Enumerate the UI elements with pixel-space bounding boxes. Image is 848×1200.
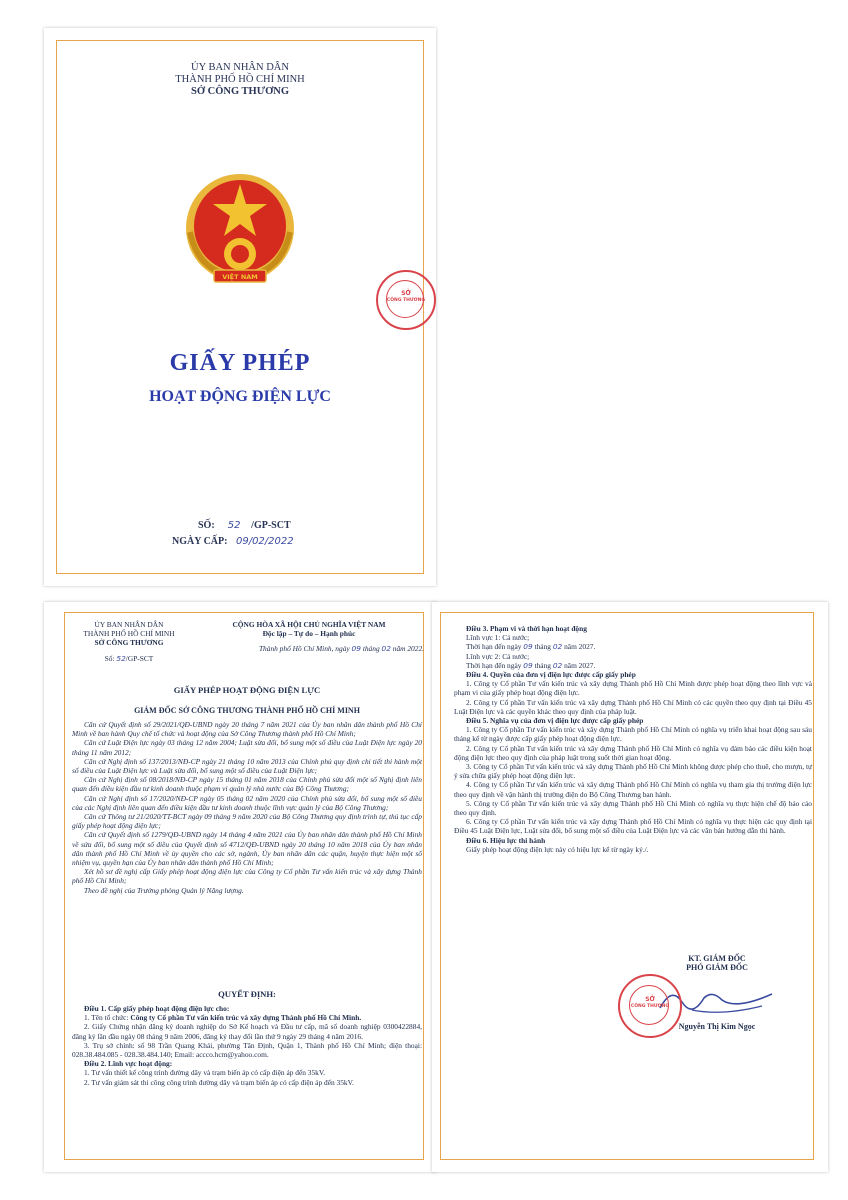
art5-item: 2. Công ty Cổ phần Tư vấn kiến trúc và xây dựng Thành phố Hồ Chí Minh có nghĩa vụ đảm bảo các điều kiện hoạt động điện lực theo quy định của pháp luật trong suốt thời gian hoạt động. xyxy=(454,743,812,762)
p2-nation-line1: CỘNG HÒA XÃ HỘI CHỦ NGHĨA VIỆT NAM xyxy=(232,620,386,629)
art5-item: 1. Công ty Cổ phần Tư vấn kiến trúc và xây dựng Thành phố Hồ Chí Minh có nghĩa vụ triển khai hoạt động sau sáu tháng kể từ ngày được cấp giấy phép hoạt động điện lực. xyxy=(454,725,812,744)
preamble-item: Căn cứ Luật Điện lực ngày 03 tháng 12 năm 2004; Luật sửa đổi, bổ sung một số điều của Luật Điện lực ngày 20 tháng 11 năm 2012; xyxy=(72,738,422,757)
preamble-item: Căn cứ Quyết định số 1279/QĐ-UBND ngày 14 tháng 4 năm 2021 của Ủy ban nhân dân thành phố Hồ Chí Minh về sửa đổi, bổ sung một số điều của Quyết định số 4712/QĐ-UBND ngày 20 tháng 10 năm 2018 của Ủy ban nhân dân thành phố Hồ Chí Minh về ủy quyền cho các sở, ngành, Ủy ban nhân dân các quận, huyện thực hiện một số nhiệm vụ, quyền hạn của Ủy ban nhân dân thành phố Hồ Chí Minh; xyxy=(72,830,422,868)
signer-name: Nguyễn Thị Kim Ngọc xyxy=(678,1022,756,1031)
p2-doc-number: Số: 52/GP-SCT xyxy=(104,653,154,663)
p2-org-line1: ỦY BAN NHÂN DÂN xyxy=(94,620,164,629)
art1-org: 1. Tên tổ chức: Công ty Cổ phần Tư vấn kiến trúc và xây dựng Thành phố Hồ Chí Minh. xyxy=(84,1013,362,1023)
cover-issue-date-value: 09/02/2022 xyxy=(235,536,294,547)
art6-text: Giấy phép hoạt động điện lực này có hiệu lực kể từ ngày ký./. xyxy=(466,844,649,854)
cover-org-line3: SỞ CÔNG THƯƠNG xyxy=(190,86,289,97)
art3-title: Điều 3. Phạm vi và thời hạn hoạt động xyxy=(466,624,587,633)
p2-articles xyxy=(72,1004,422,1087)
p2-org-block xyxy=(70,620,188,663)
art1-title: Điều 1. Cấp giấy phép hoạt động điện lực cho: xyxy=(84,1004,230,1013)
art4-title: Điều 4. Quyền của đơn vị điện lực được cấp giấy phép xyxy=(466,670,636,680)
term-2: Thời hạn đến ngày 09 tháng 02 năm 2027. xyxy=(466,660,596,670)
cover-number-label: SỐ: xyxy=(198,520,215,531)
cover-issue-date-label: NGÀY CẤP: xyxy=(172,536,228,547)
p2-org-line2: THÀNH PHỐ HỒ CHÍ MINH xyxy=(83,629,175,639)
art5-item: 5. Công ty Cổ phần Tư vấn kiến trúc và xây dựng Thành phố Hồ Chí Minh có nghĩa vụ thực hiện chế độ báo cáo theo quy định. xyxy=(454,798,812,818)
cover-number-suffix: /GP-SCT xyxy=(251,520,291,531)
scope-2: Lĩnh vực 2: Cả nước; xyxy=(466,651,530,661)
art5-item: 6. Công ty Cổ phần Tư vấn kiến trúc và xây dựng Thành phố Hồ Chí Minh có nghĩa vụ thực hiện các quy định tại Điều 45 Luật Điện lực, Luật sửa đổi, bổ sung một số điều của Luật Điện lực và các văn bản hướng dẫn thi hành. xyxy=(454,817,812,836)
art2-title: Điều 2. Lĩnh vực hoạt động: xyxy=(84,1059,173,1069)
term-1: Thời hạn đến ngày 09 tháng 02 năm 2027. xyxy=(466,642,596,652)
emblem-label: VIỆT NAM xyxy=(222,273,258,281)
preamble-item: Căn cứ Nghị định số 08/2018/NĐ-CP ngày 15 tháng 01 năm 2018 của Chính phủ sửa đổi một số Nghị định liên quan đến điều kiện đầu tư kinh doanh thuộc phạm vi quản lý nhà nước của Bộ Công Thương; xyxy=(72,775,422,794)
p2-org-line3: SỞ CÔNG THƯƠNG xyxy=(94,638,164,648)
cover-page xyxy=(44,28,436,586)
art5-item: 4. Công ty Cổ phần Tư vấn kiến trúc và xây dựng Thành phố Hồ Chí Minh có nghĩa vụ tham gia thị trường điện lực theo quy định về vận hành thị trường điện do Bộ Công Thương ban hành. xyxy=(454,780,812,799)
p2-decision-heading: QUYẾT ĐỊNH: xyxy=(218,989,276,999)
preamble-item: Theo đề nghị của Trưởng phòng Quản lý Năng lượng. xyxy=(84,885,244,895)
license-page-2 xyxy=(432,602,828,1172)
cover-number-value: 52 xyxy=(227,520,241,531)
p2-authority: GIÁM ĐỐC SỞ CÔNG THƯƠNG THÀNH PHỐ HỒ CHÍ MINH xyxy=(134,706,360,715)
art1-address: 3. Trụ sở chính: số 98 Trần Quang Khải, phường Tân Định, Quận 1, Thành phố Hồ Chí Minh; điện thoại: 028.38.484.085 - 028.38.484.140; Email: accco.hcm@yahoo.com. xyxy=(72,1040,422,1060)
cover-red-seal xyxy=(376,270,436,330)
cover-subtitle: HOẠT ĐỘNG ĐIỆN LỰC xyxy=(149,388,331,405)
cover-seal-top: SỞ xyxy=(401,290,411,297)
p3-body xyxy=(454,624,812,854)
p2-nation-block xyxy=(194,620,424,654)
p2-doc-title: GIẤY PHÉP HOẠT ĐỘNG ĐIỆN LỰC xyxy=(173,685,321,695)
preamble-item: Căn cứ Thông tư 21/2020/TT-BCT ngày 09 tháng 9 năm 2020 của Bộ Công Thương quy định trình tự, thủ tục cấp giấy phép hoạt động điện lực; xyxy=(72,812,422,831)
sign-line1: KT. GIÁM ĐỐC xyxy=(688,954,746,963)
cover-seal-bottom: CÔNG THƯƠNG xyxy=(386,298,426,303)
art2-item: 1. Tư vấn thiết kế công trình đường dây và trạm biến áp có cấp điện áp đến 35kV. xyxy=(84,1068,326,1078)
art5-title: Điều 5. Nghĩa vụ của đơn vị điện lực được cấp giấy phép xyxy=(466,716,644,726)
cover-border xyxy=(56,40,424,574)
p2-nation-line2: Độc lập – Tự do – Hạnh phúc xyxy=(262,629,356,639)
preamble-item: Xét hồ sơ đề nghị cấp Giấy phép hoạt động điện lực của Công ty Cổ phần Tư vấn kiến trúc và xây dựng Thành phố Hồ Chí Minh; xyxy=(72,867,422,886)
scope-1: Lĩnh vực 1: Cả nước; xyxy=(466,633,530,643)
cover-org-line1: ỦY BAN NHÂN DÂN xyxy=(191,62,289,73)
national-emblem xyxy=(180,172,300,290)
p3-seal-top: SỞ xyxy=(645,996,655,1003)
preamble-item: Căn cứ Nghị định số 17/2020/NĐ-CP ngày 05 tháng 02 năm 2020 của Chính phủ sửa đổi, bổ sung một số điều của các Nghị định liên quan đến điều kiện đầu tư kinh doanh thuộc lĩnh vực quản lý của Bộ Công Thương; xyxy=(72,793,422,812)
preamble-item: Căn cứ Quyết định số 29/2021/QĐ-UBND ngày 20 tháng 7 năm 2021 của Ủy ban nhân dân thành phố Hồ Chí Minh về ban hành Quy chế tổ chức và hoạt động của Sở Công Thương thành phố Hồ Chí Minh; xyxy=(72,720,422,739)
license-page-1 xyxy=(44,602,436,1172)
cover-issue-date-line xyxy=(172,536,294,547)
cover-number-line xyxy=(198,520,291,531)
cover-org-line2: THÀNH PHỐ HỒ CHÍ MINH xyxy=(175,74,305,85)
p2-doc-number-value: 52 xyxy=(116,653,126,663)
p2-date-line: Thành phố Hồ Chí Minh, ngày 09 tháng 02 năm 2022. xyxy=(258,644,424,654)
p2-preamble xyxy=(72,720,422,895)
art4-item: 2. Công ty Cổ phần Tư vấn kiến trúc và xây dựng Thành phố Hồ Chí Minh có các quyền theo quy định tại Điều 45 Luật Điện lực và các quyền khác theo quy định của pháp luật. xyxy=(454,697,812,716)
preamble-item: Căn cứ Nghị định số 137/2013/NĐ-CP ngày 21 tháng 10 năm 2013 của Chính phủ quy định chi tiết thi hành một số điều của Luật Điện lực và Luật sửa đổi, bổ sung một số điều của Luật Điện lực; xyxy=(72,756,422,776)
sign-line2: PHÓ GIÁM ĐỐC xyxy=(686,963,748,973)
art1-registration: 2. Giấy Chứng nhận đăng ký doanh nghiệp do Sở Kế hoạch và Đầu tư cấp, mã số doanh nghiệp 0300422884, đăng ký lần đầu ngày 08 tháng 9 năm 2006, đăng ký thay đổi lần thứ 9 ngày 29 tháng 4 năm 2016. xyxy=(72,1022,422,1041)
art5-item: 3. Công ty Cổ phần Tư vấn kiến trúc và xây dựng Thành phố Hồ Chí Minh không được phép cho thuê, cho mượn, tự ý sửa chữa giấy phép hoạt động điện lực. xyxy=(454,762,812,781)
art2-item: 2. Tư vấn giám sát thi công công trình đường dây và trạm biến áp có cấp điện áp đến 35kV. xyxy=(84,1077,354,1087)
art6-title: Điều 6. Hiệu lực thi hành xyxy=(466,835,546,845)
cover-title: GIẤY PHÉP xyxy=(169,350,311,376)
art4-item: 1. Công ty Cổ phần Tư vấn kiến trúc và xây dựng Thành phố Hồ Chí Minh được phép hoạt động theo lĩnh vực và phạm vi của giấy phép hoạt động điện lực. xyxy=(454,679,812,698)
p3-seal-bottom: CÔNG THƯƠNG xyxy=(630,1004,670,1009)
p3-sign-block xyxy=(642,954,792,972)
